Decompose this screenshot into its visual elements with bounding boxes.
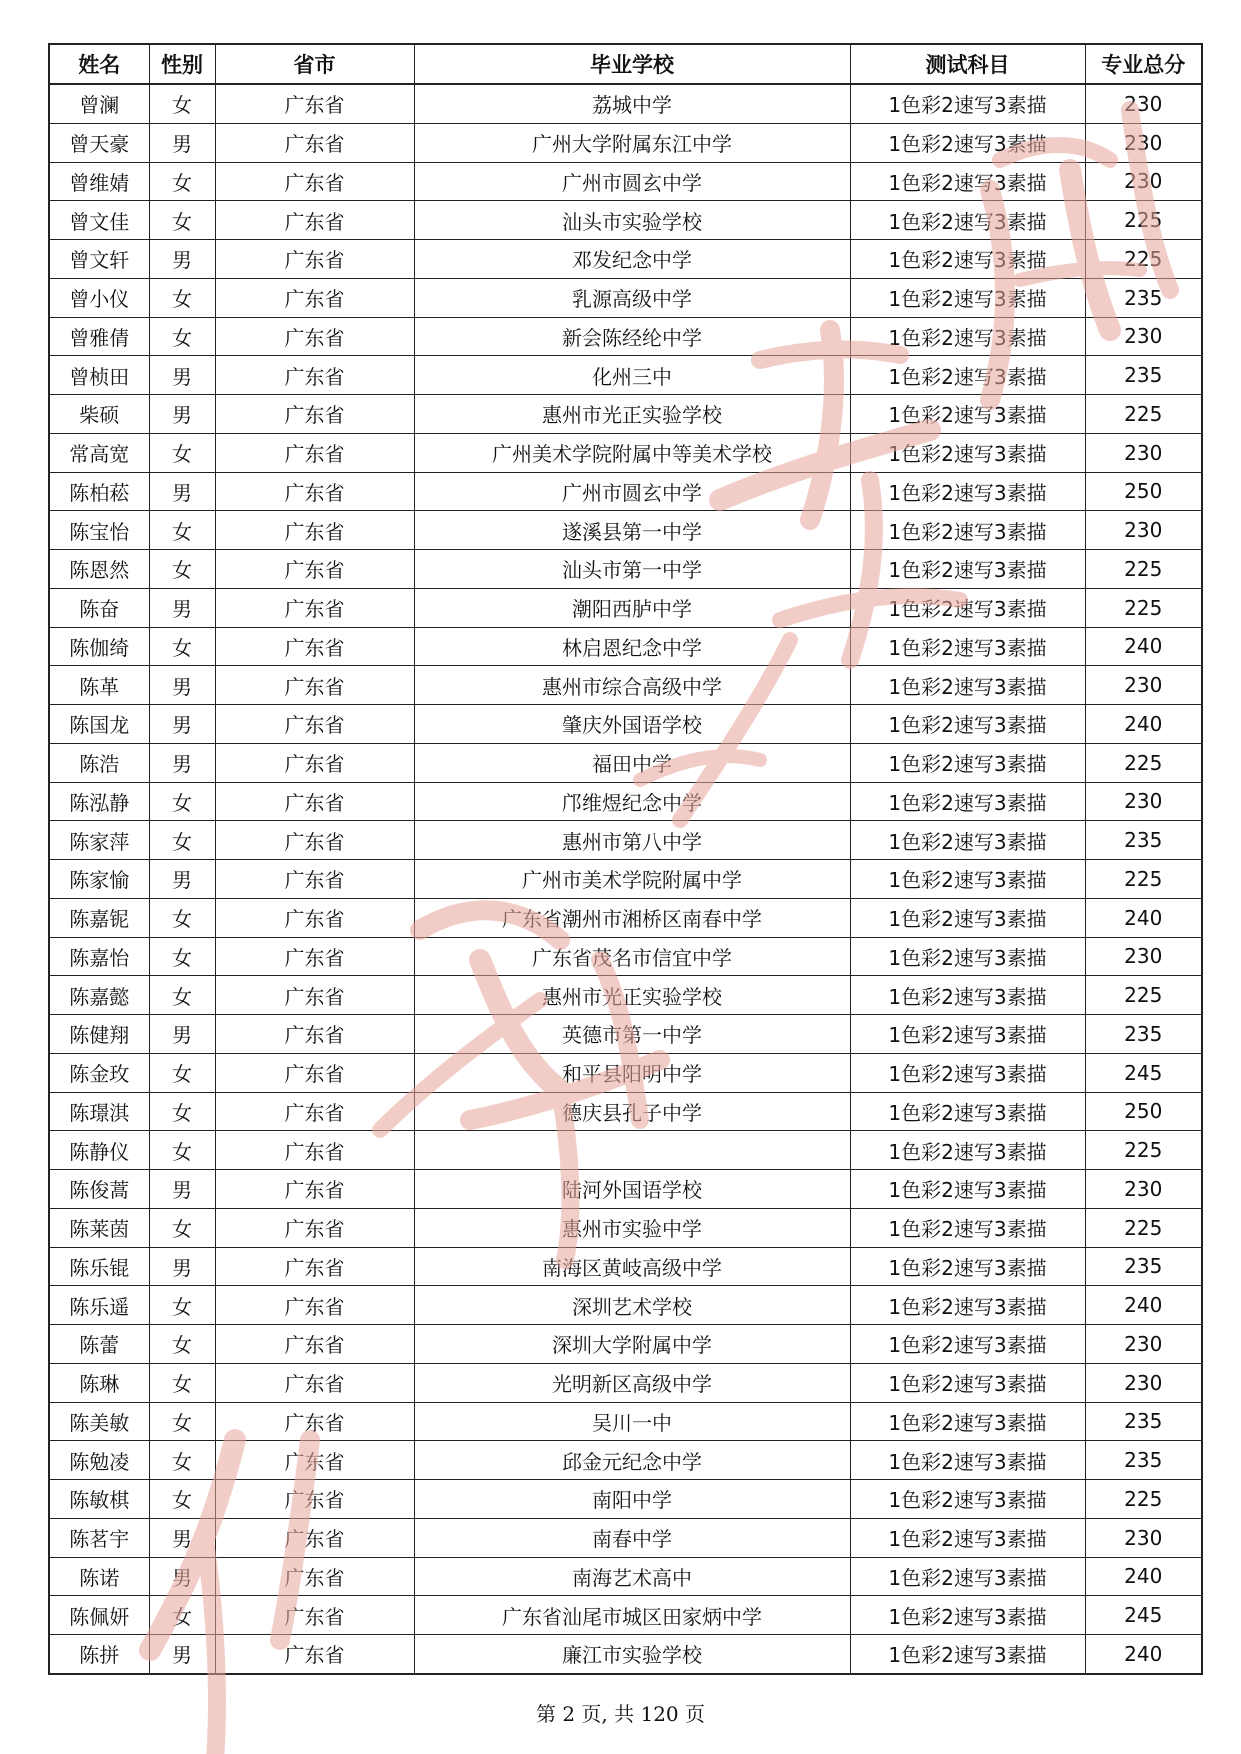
cell-subjects: 1色彩2速写3素描 (850, 860, 1085, 899)
cell-subjects: 1色彩2速写3素描 (850, 84, 1085, 123)
cell-subjects: 1色彩2速写3素描 (850, 240, 1085, 279)
cell-name: 陈美敏 (49, 1402, 149, 1441)
cell-name: 陈泓静 (49, 782, 149, 821)
cell-school: 林启恩纪念中学 (414, 627, 850, 666)
cell-province: 广东省 (215, 1053, 414, 1092)
cell-subjects: 1色彩2速写3素描 (850, 1092, 1085, 1131)
page-footer: 第 2 页, 共 120 页 (535, 1702, 706, 1726)
table-row (49, 1092, 1202, 1131)
cell-gender: 男 (149, 666, 215, 705)
cell-province: 广东省 (215, 395, 414, 434)
cell-name: 陈嘉铌 (49, 898, 149, 937)
cell-subjects: 1色彩2速写3素描 (850, 162, 1085, 201)
cell-total-score: 225 (1085, 743, 1202, 782)
cell-gender: 男 (149, 705, 215, 744)
cell-gender: 女 (149, 433, 215, 472)
cell-gender: 女 (149, 937, 215, 976)
cell-name: 曾文轩 (49, 240, 149, 279)
cell-school: 邓发纪念中学 (414, 240, 850, 279)
cell-gender: 男 (149, 472, 215, 511)
cell-school: 德庆县孔子中学 (414, 1092, 850, 1131)
cell-subjects: 1色彩2速写3素描 (850, 666, 1085, 705)
table-row (49, 1518, 1202, 1557)
cell-total-score: 240 (1085, 1286, 1202, 1325)
cell-gender: 男 (149, 1557, 215, 1596)
table-row (49, 162, 1202, 201)
cell-school: 吴川一中 (414, 1402, 850, 1441)
cell-name: 陈柏菘 (49, 472, 149, 511)
cell-school: 肇庆外国语学校 (414, 705, 850, 744)
cell-gender: 男 (149, 1635, 215, 1674)
table-row (49, 1441, 1202, 1480)
cell-total-score: 230 (1085, 1170, 1202, 1209)
cell-gender: 男 (149, 1015, 215, 1054)
cell-province: 广东省 (215, 1557, 414, 1596)
cell-gender: 男 (149, 860, 215, 899)
cell-name: 陈浩 (49, 743, 149, 782)
cell-subjects: 1色彩2速写3素描 (850, 1441, 1085, 1480)
table-row (49, 937, 1202, 976)
table-row (49, 1557, 1202, 1596)
cell-school: 光明新区高级中学 (414, 1363, 850, 1402)
cell-gender: 女 (149, 821, 215, 860)
cell-name: 曾小仪 (49, 278, 149, 317)
cell-total-score: 235 (1085, 278, 1202, 317)
cell-name: 陈伽绮 (49, 627, 149, 666)
cell-subjects: 1色彩2速写3素描 (850, 743, 1085, 782)
cell-province: 广东省 (215, 705, 414, 744)
cell-school (414, 1131, 850, 1170)
cell-name: 陈敏棋 (49, 1480, 149, 1519)
cell-name: 曾文佳 (49, 201, 149, 240)
cell-province: 广东省 (215, 550, 414, 589)
cell-subjects: 1色彩2速写3素描 (850, 1286, 1085, 1325)
cell-subjects: 1色彩2速写3素描 (850, 1518, 1085, 1557)
cell-province: 广东省 (215, 278, 414, 317)
cell-gender: 女 (149, 976, 215, 1015)
cell-subjects: 1色彩2速写3素描 (850, 317, 1085, 356)
admission-score-table (48, 43, 1203, 1675)
cell-gender: 男 (149, 1247, 215, 1286)
cell-name: 陈莱茵 (49, 1208, 149, 1247)
cell-school: 广州市圆玄中学 (414, 472, 850, 511)
table-row (49, 976, 1202, 1015)
table-row (49, 433, 1202, 472)
cell-name: 陈茗宇 (49, 1518, 149, 1557)
cell-school: 深圳大学附属中学 (414, 1325, 850, 1364)
cell-province: 广东省 (215, 1363, 414, 1402)
cell-total-score: 240 (1085, 705, 1202, 744)
cell-total-score: 250 (1085, 1092, 1202, 1131)
header-province: 省市 (215, 44, 414, 84)
cell-school: 新会陈经纶中学 (414, 317, 850, 356)
cell-school: 福田中学 (414, 743, 850, 782)
cell-school: 南春中学 (414, 1518, 850, 1557)
cell-school: 邱金元纪念中学 (414, 1441, 850, 1480)
table-row (49, 1131, 1202, 1170)
table-row (49, 1596, 1202, 1635)
cell-name: 曾澜 (49, 84, 149, 123)
cell-school: 广州市圆玄中学 (414, 162, 850, 201)
cell-school: 英德市第一中学 (414, 1015, 850, 1054)
cell-school: 广东省潮州市湘桥区南春中学 (414, 898, 850, 937)
cell-province: 广东省 (215, 240, 414, 279)
cell-subjects: 1色彩2速写3素描 (850, 627, 1085, 666)
cell-school: 和平县阳明中学 (414, 1053, 850, 1092)
cell-total-score: 235 (1085, 356, 1202, 395)
cell-total-score: 225 (1085, 550, 1202, 589)
cell-school: 惠州市实验中学 (414, 1208, 850, 1247)
cell-total-score: 235 (1085, 1402, 1202, 1441)
table-row (49, 1480, 1202, 1519)
cell-school: 惠州市综合高级中学 (414, 666, 850, 705)
cell-total-score: 245 (1085, 1596, 1202, 1635)
cell-gender: 男 (149, 1170, 215, 1209)
cell-province: 广东省 (215, 1286, 414, 1325)
header-subjects: 测试科目 (850, 44, 1085, 84)
cell-subjects: 1色彩2速写3素描 (850, 1053, 1085, 1092)
cell-name: 曾雅倩 (49, 317, 149, 356)
cell-total-score: 225 (1085, 976, 1202, 1015)
cell-gender: 女 (149, 1208, 215, 1247)
table-row (49, 123, 1202, 162)
cell-name: 陈健翔 (49, 1015, 149, 1054)
cell-total-score: 235 (1085, 1441, 1202, 1480)
cell-gender: 女 (149, 1363, 215, 1402)
table-row (49, 1402, 1202, 1441)
cell-province: 广东省 (215, 588, 414, 627)
cell-subjects: 1色彩2速写3素描 (850, 1402, 1085, 1441)
cell-gender: 男 (149, 588, 215, 627)
cell-subjects: 1色彩2速写3素描 (850, 1480, 1085, 1519)
cell-school: 遂溪县第一中学 (414, 511, 850, 550)
table-row (49, 1635, 1202, 1674)
cell-gender: 女 (149, 278, 215, 317)
table-row (49, 860, 1202, 899)
cell-total-score: 245 (1085, 1053, 1202, 1092)
table-row (49, 201, 1202, 240)
cell-gender: 女 (149, 898, 215, 937)
header-school: 毕业学校 (414, 44, 850, 84)
cell-province: 广东省 (215, 162, 414, 201)
cell-total-score: 230 (1085, 937, 1202, 976)
cell-province: 广东省 (215, 123, 414, 162)
cell-gender: 女 (149, 1286, 215, 1325)
cell-total-score: 250 (1085, 472, 1202, 511)
cell-total-score: 225 (1085, 240, 1202, 279)
cell-subjects: 1色彩2速写3素描 (850, 1363, 1085, 1402)
cell-school: 南阳中学 (414, 1480, 850, 1519)
cell-subjects: 1色彩2速写3素描 (850, 472, 1085, 511)
cell-province: 广东省 (215, 1015, 414, 1054)
cell-name: 陈诺 (49, 1557, 149, 1596)
cell-name: 陈拼 (49, 1635, 149, 1674)
cell-subjects: 1色彩2速写3素描 (850, 1170, 1085, 1209)
cell-province: 广东省 (215, 1480, 414, 1519)
table-row (49, 395, 1202, 434)
cell-name: 常高宽 (49, 433, 149, 472)
cell-total-score: 225 (1085, 1208, 1202, 1247)
table-row (49, 782, 1202, 821)
cell-total-score: 230 (1085, 782, 1202, 821)
cell-school: 潮阳西胪中学 (414, 588, 850, 627)
cell-school: 南海区黄岐高级中学 (414, 1247, 850, 1286)
cell-school: 汕头市第一中学 (414, 550, 850, 589)
table-row (49, 1325, 1202, 1364)
cell-subjects: 1色彩2速写3素描 (850, 1557, 1085, 1596)
cell-school: 荔城中学 (414, 84, 850, 123)
cell-name: 陈家萍 (49, 821, 149, 860)
cell-school: 广州大学附属东江中学 (414, 123, 850, 162)
cell-province: 广东省 (215, 1247, 414, 1286)
cell-gender: 男 (149, 356, 215, 395)
cell-subjects: 1色彩2速写3素描 (850, 433, 1085, 472)
table-row (49, 356, 1202, 395)
cell-name: 陈勉凌 (49, 1441, 149, 1480)
cell-school: 深圳艺术学校 (414, 1286, 850, 1325)
cell-total-score: 240 (1085, 1557, 1202, 1596)
header-gender: 性别 (149, 44, 215, 84)
cell-school: 邝维煜纪念中学 (414, 782, 850, 821)
cell-gender: 女 (149, 201, 215, 240)
cell-name: 曾维婧 (49, 162, 149, 201)
cell-total-score: 240 (1085, 1635, 1202, 1674)
table-row (49, 278, 1202, 317)
cell-name: 陈俊蒿 (49, 1170, 149, 1209)
cell-subjects: 1色彩2速写3素描 (850, 511, 1085, 550)
cell-gender: 女 (149, 1596, 215, 1635)
cell-gender: 女 (149, 1325, 215, 1364)
cell-name: 陈静仪 (49, 1131, 149, 1170)
table-row (49, 1208, 1202, 1247)
cell-subjects: 1色彩2速写3素描 (850, 1596, 1085, 1635)
cell-name: 陈国龙 (49, 705, 149, 744)
cell-subjects: 1色彩2速写3素描 (850, 821, 1085, 860)
cell-subjects: 1色彩2速写3素描 (850, 201, 1085, 240)
cell-gender: 女 (149, 162, 215, 201)
cell-province: 广东省 (215, 201, 414, 240)
cell-total-score: 230 (1085, 162, 1202, 201)
cell-total-score: 230 (1085, 1325, 1202, 1364)
cell-subjects: 1色彩2速写3素描 (850, 1015, 1085, 1054)
cell-subjects: 1色彩2速写3素描 (850, 1208, 1085, 1247)
table-row (49, 627, 1202, 666)
cell-school: 廉江市实验学校 (414, 1635, 850, 1674)
table-row (49, 705, 1202, 744)
cell-gender: 男 (149, 123, 215, 162)
table-row (49, 84, 1202, 123)
cell-province: 广东省 (215, 1518, 414, 1557)
table-row (49, 1247, 1202, 1286)
table-header (49, 44, 1202, 84)
cell-province: 广东省 (215, 1208, 414, 1247)
cell-subjects: 1色彩2速写3素描 (850, 278, 1085, 317)
cell-subjects: 1色彩2速写3素描 (850, 898, 1085, 937)
cell-total-score: 235 (1085, 821, 1202, 860)
cell-school: 惠州市第八中学 (414, 821, 850, 860)
cell-name: 陈革 (49, 666, 149, 705)
cell-total-score: 225 (1085, 1480, 1202, 1519)
cell-total-score: 230 (1085, 1363, 1202, 1402)
table-row (49, 1053, 1202, 1092)
cell-total-score: 235 (1085, 1247, 1202, 1286)
cell-province: 广东省 (215, 356, 414, 395)
cell-subjects: 1色彩2速写3素描 (850, 550, 1085, 589)
table-row (49, 550, 1202, 589)
cell-subjects: 1色彩2速写3素描 (850, 937, 1085, 976)
table-row (49, 743, 1202, 782)
cell-total-score: 225 (1085, 1131, 1202, 1170)
cell-gender: 男 (149, 240, 215, 279)
cell-province: 广东省 (215, 1131, 414, 1170)
cell-total-score: 225 (1085, 588, 1202, 627)
cell-school: 广东省汕尾市城区田家炳中学 (414, 1596, 850, 1635)
cell-gender: 女 (149, 84, 215, 123)
cell-gender: 女 (149, 1053, 215, 1092)
table-row (49, 1363, 1202, 1402)
cell-subjects: 1色彩2速写3素描 (850, 395, 1085, 434)
cell-province: 广东省 (215, 84, 414, 123)
cell-school: 乳源高级中学 (414, 278, 850, 317)
table-row (49, 511, 1202, 550)
table-body (49, 84, 1202, 1674)
cell-name: 陈金玫 (49, 1053, 149, 1092)
cell-total-score: 235 (1085, 1015, 1202, 1054)
cell-gender: 男 (149, 743, 215, 782)
cell-subjects: 1色彩2速写3素描 (850, 1635, 1085, 1674)
cell-province: 广东省 (215, 1441, 414, 1480)
cell-gender: 女 (149, 550, 215, 589)
cell-name: 陈奋 (49, 588, 149, 627)
cell-school: 广东省茂名市信宜中学 (414, 937, 850, 976)
cell-name: 陈琳 (49, 1363, 149, 1402)
cell-province: 广东省 (215, 666, 414, 705)
cell-name: 陈蕾 (49, 1325, 149, 1364)
cell-total-score: 230 (1085, 511, 1202, 550)
cell-school: 汕头市实验学校 (414, 201, 850, 240)
cell-province: 广东省 (215, 1402, 414, 1441)
cell-total-score: 240 (1085, 627, 1202, 666)
cell-name: 陈乐遥 (49, 1286, 149, 1325)
cell-subjects: 1色彩2速写3素描 (850, 1325, 1085, 1364)
cell-gender: 女 (149, 782, 215, 821)
cell-name: 柴硕 (49, 395, 149, 434)
cell-total-score: 230 (1085, 84, 1202, 123)
cell-gender: 女 (149, 1131, 215, 1170)
cell-total-score: 230 (1085, 123, 1202, 162)
cell-school: 南海艺术高中 (414, 1557, 850, 1596)
cell-gender: 女 (149, 1092, 215, 1131)
cell-school: 化州三中 (414, 356, 850, 395)
table-row (49, 666, 1202, 705)
cell-school: 惠州市光正实验学校 (414, 395, 850, 434)
cell-school: 惠州市光正实验学校 (414, 976, 850, 1015)
header-total-score: 专业总分 (1085, 44, 1202, 84)
cell-province: 广东省 (215, 317, 414, 356)
cell-gender: 男 (149, 1518, 215, 1557)
cell-province: 广东省 (215, 1635, 414, 1674)
cell-province: 广东省 (215, 472, 414, 511)
cell-gender: 女 (149, 317, 215, 356)
cell-province: 广东省 (215, 821, 414, 860)
cell-province: 广东省 (215, 627, 414, 666)
cell-subjects: 1色彩2速写3素描 (850, 782, 1085, 821)
cell-province: 广东省 (215, 743, 414, 782)
cell-name: 陈家愉 (49, 860, 149, 899)
cell-province: 广东省 (215, 937, 414, 976)
cell-province: 广东省 (215, 898, 414, 937)
cell-province: 广东省 (215, 1325, 414, 1364)
cell-school: 广州市美术学院附属中学 (414, 860, 850, 899)
table-row (49, 1015, 1202, 1054)
cell-total-score: 225 (1085, 395, 1202, 434)
cell-name: 陈嘉怡 (49, 937, 149, 976)
cell-province: 广东省 (215, 1170, 414, 1209)
cell-subjects: 1色彩2速写3素描 (850, 123, 1085, 162)
cell-province: 广东省 (215, 1092, 414, 1131)
cell-province: 广东省 (215, 976, 414, 1015)
table-row (49, 588, 1202, 627)
table-row (49, 1170, 1202, 1209)
cell-name: 陈佩妍 (49, 1596, 149, 1635)
cell-province: 广东省 (215, 1596, 414, 1635)
header-row (49, 44, 1202, 84)
cell-gender: 女 (149, 1441, 215, 1480)
table-row (49, 240, 1202, 279)
cell-name: 陈璟淇 (49, 1092, 149, 1131)
cell-name: 陈恩然 (49, 550, 149, 589)
cell-total-score: 230 (1085, 433, 1202, 472)
cell-total-score: 225 (1085, 201, 1202, 240)
cell-name: 陈嘉懿 (49, 976, 149, 1015)
cell-subjects: 1色彩2速写3素描 (850, 588, 1085, 627)
cell-subjects: 1色彩2速写3素描 (850, 976, 1085, 1015)
cell-gender: 女 (149, 511, 215, 550)
cell-name: 陈宝怡 (49, 511, 149, 550)
cell-province: 广东省 (215, 433, 414, 472)
cell-total-score: 225 (1085, 860, 1202, 899)
cell-total-score: 230 (1085, 666, 1202, 705)
table-row (49, 821, 1202, 860)
header-name: 姓名 (49, 44, 149, 84)
cell-subjects: 1色彩2速写3素描 (850, 1131, 1085, 1170)
cell-province: 广东省 (215, 782, 414, 821)
cell-total-score: 230 (1085, 1518, 1202, 1557)
table-row (49, 898, 1202, 937)
cell-subjects: 1色彩2速写3素描 (850, 356, 1085, 395)
table-row (49, 317, 1202, 356)
cell-total-score: 240 (1085, 898, 1202, 937)
cell-name: 曾天豪 (49, 123, 149, 162)
cell-subjects: 1色彩2速写3素描 (850, 1247, 1085, 1286)
table-row (49, 1286, 1202, 1325)
cell-gender: 女 (149, 1480, 215, 1519)
cell-province: 广东省 (215, 860, 414, 899)
cell-gender: 男 (149, 395, 215, 434)
cell-name: 陈乐锟 (49, 1247, 149, 1286)
cell-school: 陆河外国语学校 (414, 1170, 850, 1209)
cell-province: 广东省 (215, 511, 414, 550)
table-row (49, 472, 1202, 511)
cell-gender: 女 (149, 1402, 215, 1441)
cell-name: 曾桢田 (49, 356, 149, 395)
cell-total-score: 230 (1085, 317, 1202, 356)
cell-school: 广州美术学院附属中等美术学校 (414, 433, 850, 472)
cell-gender: 女 (149, 627, 215, 666)
cell-subjects: 1色彩2速写3素描 (850, 705, 1085, 744)
